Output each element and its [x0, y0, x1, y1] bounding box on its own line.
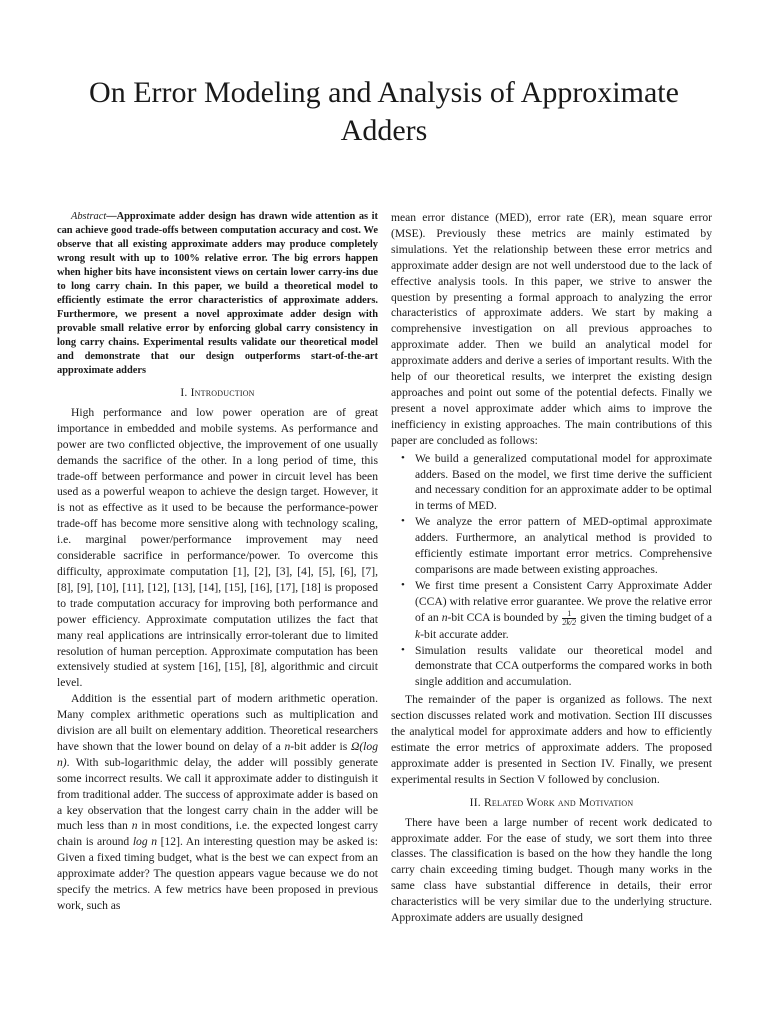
list-item-text: We analyze the error pattern of MED-optimal approximate adders. Furthermore, an analytical method is provided to efficiently estimate important error metrics. Comprehensive comparisons are made between existing approaches. [415, 515, 712, 576]
math-n: n [284, 739, 291, 753]
text-run: in most conditions, i.e. the expected longest carry chain is around [57, 819, 378, 849]
math-k: k [415, 627, 421, 641]
right-column [391, 210, 712, 926]
fraction-numerator: 1 [562, 610, 576, 619]
paper-title [40, 74, 728, 150]
text-run: Addition is the essential part of modern arithmetic operation. Many complex arithmetic operations such as multiplication and division are all built on elementary addition. Theoretical researchers have shown that the lower bound on delay of a [57, 692, 378, 753]
list-item [401, 643, 712, 691]
section-number: I. [180, 386, 191, 399]
list-item [401, 578, 713, 643]
section-heading-introduction [57, 385, 378, 401]
intro-paragraph-2 [57, 691, 378, 914]
text-run: . With sub-logarithmic delay, the adder will possibly generate some incorrect results. We call it approximate adder to distinguish it from traditional adder. The success of approximate adder is based on a key observation that the longest carry chain in the adder will be much less than [57, 755, 378, 833]
left-column [57, 210, 378, 914]
right-paragraph-3: There have been a large number of recent work dedicated to approximate adder. For the ease of study, we sort them into three classes. The classification is based on the how they handle the long carry chain exceeding timing budget. Though many works in the same class have substantial difference in details, their error characteristics will be very similar due to the underlying structure. Approximate adders are usually designed [391, 815, 712, 925]
list-item [401, 451, 712, 515]
list-item-text: Simulation results validate our theoretical model and demonstrate that CCA outperforms the compared works in both single addition and accumulation. [415, 643, 712, 689]
math-n: n [131, 819, 138, 833]
right-paragraph-1: mean error distance (MED), error rate (ER), mean square error (MSE). Previously these metrics are mainly estimated by simulations. Yet the relationship between these error metrics and approximate adder design are not well understood due to the lack of effective analysis tools. In this paper, we strive to answer the question by presenting a formal approach to analyzing the error characteristics of approximate adders. We start by making a comprehensive investigation on all previous approaches to approximate adder. Then we build an analytical model for approximate adders and derive a series of important results. With the help of our theoretical results, we interpret the existing design approaches and point out some of the potential defects. Finally we present a novel approximate adder which aims to improve the inefficiency in existing approaches. The main contributions of this paper are concluded as follows: [391, 211, 712, 447]
section-title: Introduction [190, 386, 255, 399]
list-item [401, 514, 712, 578]
bullet-icon: • [401, 451, 405, 464]
bullet-icon: • [401, 643, 405, 656]
bullet-icon: • [401, 578, 405, 591]
section-number: II. [469, 795, 484, 809]
abstract-label: Abstract [71, 211, 107, 222]
title-line-2: Adders [340, 114, 428, 147]
contributions-list [391, 451, 712, 691]
math-log-n: log n [132, 835, 158, 849]
section-heading-related-work [391, 795, 712, 811]
right-paragraph-2: The remainder of the paper is organized as follows. The next section discusses related work and motivation. Section III discusses the analytical model for approximate adders and how to efficiently estimate the error metrics of approximate adders. The proposed approximate adder is presented in Section IV. Finally, we present experimental results in Section V followed by conclusion. [391, 693, 712, 786]
text-run: We first time present a Consistent Carry Approximate Adder (CCA) with relative error guarantee. We prove the relative error of an [415, 578, 712, 624]
section-title: Related Work and Motivation [483, 795, 634, 809]
text-run: -bit adder is [290, 739, 351, 753]
title-line-1: On Error Modeling and Analysis of Approximate [89, 76, 679, 109]
text-run: given the timing budget of a [577, 610, 713, 624]
list-item-text: We build a generalized computational model for approximate adders. Based on the model, we first time derive the sufficient and necessary condition for an approximate adder to be optimal in terms of MED. [415, 451, 712, 513]
fraction-denominator: 2k/2 [562, 617, 577, 627]
math-n: n [441, 610, 448, 624]
math-omega-log-n: Ω(log n) [57, 739, 378, 769]
text-run: -bit CCA is bounded by [447, 610, 562, 624]
abstract-text: —Approximate adder design has drawn wide attention as it can achieve good trade-offs between computation accuracy and cost. We observe that all existing approximate adders may produce completely wrong result with up to 100% relative error. The big errors happen when higher bits have inconsistent views on certain lower carry-ins due to long carry chain. In this paper, we build a theoretical model to efficiently estimate the error characteristics of approximate adders. Furthermore, we present a novel approximate adder design with provable small relative error by enforcing global carry consistency in long carry chains. Experimental results validate our theoretical model and demonstrate that our design outperforms start-of-the-art approximate adders [57, 211, 378, 376]
abstract [57, 210, 378, 378]
fraction-bound [562, 610, 576, 627]
bullet-icon: • [401, 515, 405, 528]
text-run: [12]. An interesting question may be asked is: Given a fixed timing budget, what is the best we can expect from an approximate adder? The question appears vague because we do not specify the metrics. A few metrics have been proposed in previous work, such as [57, 835, 378, 912]
intro-paragraph-1: High performance and low power operation are of great importance in embedded and mobile systems. As performance and power are two conflicted objective, the improvement of one usually demands the sacrifice of the other. In a long period of time, this trade-off between performance and power in circuit level has been used as a powerful weapon to achieve the design target. However, it is not as effective as it used to be because the performance-power trade-off has become more sensitive along with technology scaling, i.e. marginal power/performance improvement may need considerable sacrifice in performance/power. To overcome this difficulty, approximate computation [1], [2], [3], [4], [5], [6], [7], [8], [9], [10], [11], [12], [13], [14], [15], [16], [17], [18] is proposed to trade computation accuracy for improving both performance and power efficiency. Approximate computation utilizes the fact that many real applications are intrinsically error-tolerant due to limited resolution of human perception. Approximate computation has been extensively studied at system [16], [15], [8], algorithmic and circuit level. [57, 405, 378, 690]
text-run: -bit accurate adder. [420, 627, 509, 641]
